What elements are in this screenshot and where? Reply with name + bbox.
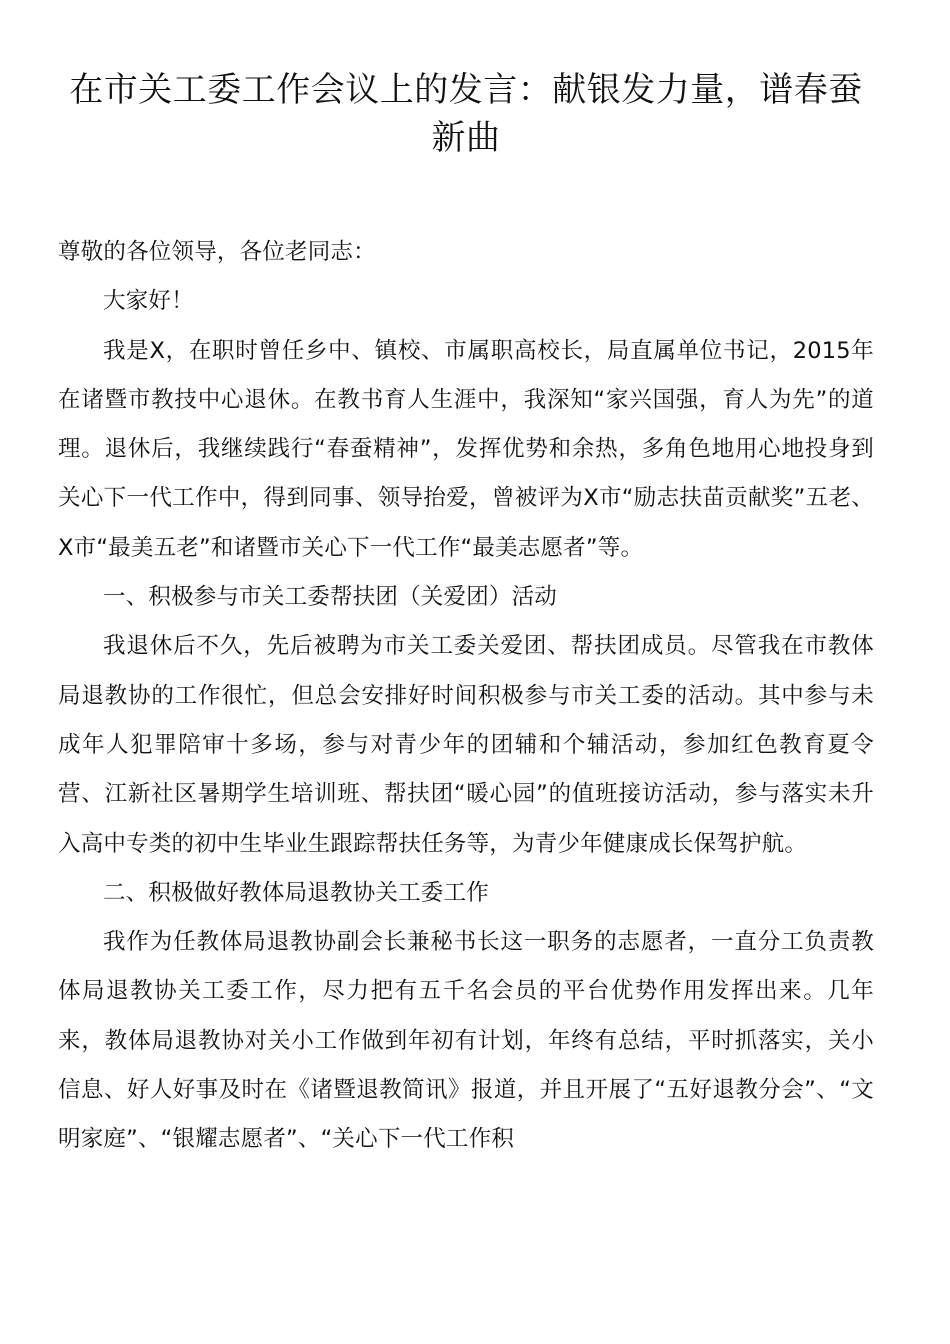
paragraph-section-2: 我作为任教体局退教协副会长兼秘书长这一职务的志愿者，一直分工负责教体局退教协关工委工作，尽力把有五千名会员的平台优势作用发挥出来。几年来，教体局退教协对关小工作做到年初有计划，年终有总结，平时抓落实，关小信息、好人好事及时在《诸暨退教简讯》报道，并且开展了“五好退教分会”、“文明家庭”、“银耀志愿者”、“关心下一代工作积 bbox=[58, 929, 874, 1153]
paragraph-section-1: 我退休后不久，先后被聘为市关工委关爱团、帮扶团成员。尽管我在市教体局退教协的工作很忙，但总会安排好时间积极参与市关工委的活动。其中参与未成年人犯罪陪审十多场，参与对青少年的团辅和个辅活动，参加红色教育夏令营、江新社区暑期学生培训班、帮扶团“暖心园”的值班接访活动，参与落实未升入高中专类的初中生毕业生跟踪帮扶任务等，为青少年健康成长保驾护航。 bbox=[58, 633, 874, 857]
salutation: 尊敬的各位领导，各位老同志： bbox=[58, 239, 376, 265]
paragraph-intro: 我是X，在职时曾任乡中、镇校、市属职高校长，局直属单位书记，2015年在诸暨市教技中心退休。在教书育人生涯中，我深知“家兴国强，育人为先”的道理。退休后，我继续践行“春蚕精神”，发挥优势和余热，多角色地用心地投身到关心下一代工作中，得到同事、领导抬爱，曾被评为X市“励志扶苗贡献奖”五老、X市“最美五老”和诸暨市关心下一代工作“最美志愿者”等。 bbox=[58, 337, 874, 561]
document-title: 在市关工委工作会议上的发言：献银发力量，谱春蚕新曲 bbox=[69, 70, 863, 158]
greeting: 大家好！ bbox=[103, 288, 194, 315]
section-heading-1: 一、积极参与市关工委帮扶团（关爱团）活动 bbox=[103, 584, 558, 611]
section-heading-2: 二、积极做好教体局退教协关工委工作 bbox=[103, 879, 489, 906]
title-spacer bbox=[58, 162, 874, 228]
